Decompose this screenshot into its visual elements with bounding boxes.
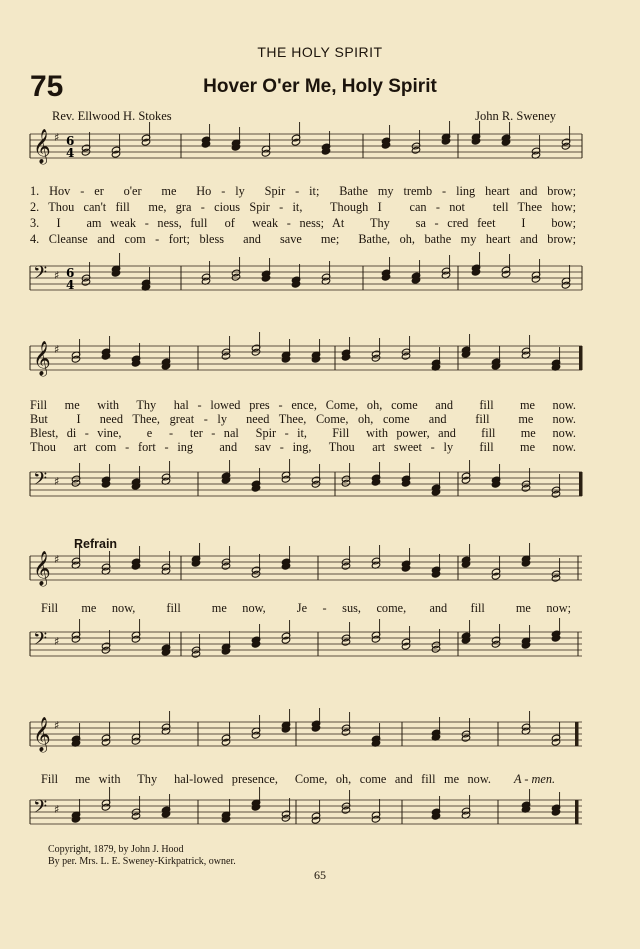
time-signature: 4 [66, 278, 75, 292]
staff-lines [30, 263, 582, 292]
key-signature-sharp-icon: ♯ [54, 475, 60, 488]
treble-staff [30, 717, 582, 752]
final-bar [579, 346, 582, 370]
staff-lines [30, 469, 582, 496]
staff-lines [30, 717, 582, 752]
verse-4-line-a: 4. Cleanse and com - fort; bless and save me; Bathe, oh, bathe my heart and brow; [30, 232, 576, 246]
refrain-line-1: Fill me now, fill me now, Je - sus, come, and fill me now; [41, 601, 571, 615]
copyright-notice [48, 844, 236, 868]
bass-clef-icon: 𝄢 [33, 469, 48, 494]
final-bar [575, 722, 578, 746]
key-signature-sharp-icon: ♯ [54, 803, 60, 816]
verse-3-line-a: 3. I am weak - ness, full of weak - ness; At Thy sa - cred feet I bow; [30, 216, 576, 230]
time-signature: 4 [66, 146, 75, 160]
bass-staff [30, 797, 582, 824]
bass-clef-icon: 𝄢 [33, 263, 48, 288]
composer: John R. Sweney [475, 109, 556, 123]
key-signature-sharp-icon: ♯ [54, 719, 60, 732]
staff-lines [30, 797, 582, 824]
bass-staff [30, 263, 582, 292]
treble-staff [30, 129, 582, 164]
treble-staff [30, 341, 582, 376]
key-signature-sharp-icon: ♯ [54, 635, 60, 648]
treble-clef-icon: 𝄞 [33, 129, 51, 164]
author: Rev. Ellwood H. Stokes [52, 109, 172, 123]
treble-clef-icon: 𝄞 [33, 717, 51, 752]
page-number: 65 [314, 868, 326, 882]
final-bar [579, 472, 582, 496]
treble-clef-icon: 𝄞 [33, 551, 51, 586]
bass-staff [30, 469, 582, 496]
key-signature-sharp-icon: ♯ [54, 269, 60, 282]
key-signature-sharp-icon: ♯ [54, 343, 60, 356]
time-signature: 6 [66, 134, 75, 148]
refrain-label: Refrain [74, 537, 118, 551]
verse-2-line-a: 2. Thou can't fill me, gra - cious Spir - it, Though I can - not tell Thee how; [30, 200, 576, 214]
key-signature-sharp-icon: ♯ [54, 131, 60, 144]
verse-4-line-b: Thou art com - fort - ing and sav - ing, Thou art sweet - ly fill me now. [30, 440, 576, 454]
staff-lines [30, 551, 582, 586]
section-title: THE HOLY SPIRIT [257, 44, 383, 60]
treble-clef-icon: 𝄞 [33, 341, 51, 376]
hymn-title: Hover O'er Me, Holy Spirit [203, 76, 437, 97]
staff-lines [30, 629, 582, 656]
verse-2-line-b: But I need Thee, great - ly need Thee, Come, oh, come and fill me now. [30, 412, 576, 426]
copyright-line-2: By per. Mrs. L. E. Sweney-Kirkpatrick, owner. [48, 856, 236, 867]
treble-staff [30, 551, 582, 586]
verse-3-line-b: Blest, di - vine, e - ter - nal Spir - it, Fill with power, and fill me now. [30, 426, 576, 440]
staff-lines [30, 129, 582, 164]
amen-text: A - men. [514, 772, 556, 786]
copyright-line-1: Copyright, 1879, by John J. Hood [48, 844, 184, 855]
verse-1-line-b: Fill me with Thy hal - lowed pres - ence, Come, oh, come and fill me now. [30, 398, 576, 412]
refrain-line-2: Fill me with Thy hal-lowed presence, Come, oh, come and fill me now. [41, 772, 491, 786]
verse-1-line-a: 1. Hov - er o'er me Ho - ly Spir - it; Bathe my tremb - ling heart and brow; [30, 184, 576, 198]
hymn-number: 75 [30, 70, 64, 103]
time-signature: 6 [66, 266, 75, 280]
bass-clef-icon: 𝄢 [33, 797, 48, 822]
final-bar [575, 800, 578, 824]
key-signature-sharp-icon: ♯ [54, 553, 60, 566]
staff-lines [30, 341, 582, 376]
bass-clef-icon: 𝄢 [33, 629, 48, 654]
bass-staff [30, 629, 582, 656]
